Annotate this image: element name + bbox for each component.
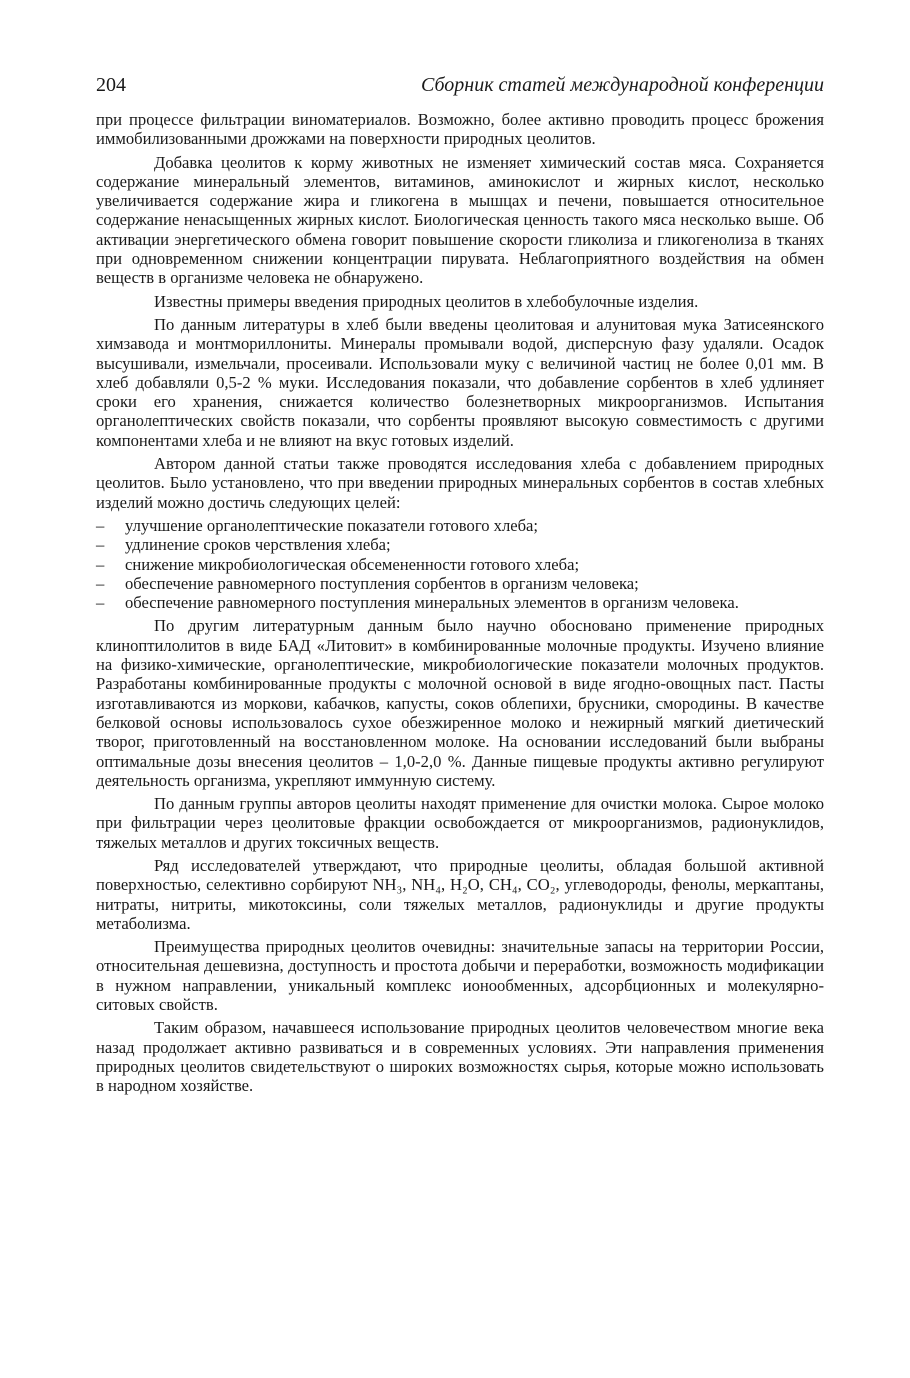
body-text: [96, 110, 824, 1100]
paragraph: По данным литературы в хлеб были введены цеолитовая и алунитовая мука Затисеянского химзавода и монтмориллониты. Минералы промывали водой, дисперсную фазу удаляли. Осадок высушивали, измельчали, просеивали. Использовали муку с величиной частиц не более 0,01 мм. В хлеб добавляли 0,5-2 % муки. Исследования показали, что добавление сорбентов в хлеб удлиняет сроки его хранения, снижается количество болезнетворных микроорганизмов. Испытания органолептических свойств показали, что сорбенты проявляют высокую совместимость с другими компонентами хлеба и не влияют на вкус готовых изделий.: [96, 314, 824, 450]
running-title: Сборник статей международной конференции: [421, 74, 824, 96]
paragraph: Автором данной статьи также проводятся исследования хлеба с добавлением природных цеолитов. Было установлено, что при введении природных минеральных сорбентов в состав хлебных изделий можно достичь следующих целей:: [96, 454, 824, 512]
dash-bullet: –: [96, 554, 105, 574]
list-item-text: обеспечение равномерного поступления сорбентов в организм человека;: [125, 573, 639, 593]
paragraph: Таким образом, начавшееся использование природных цеолитов человечеством многие века назад продолжает активно развиваться и в современных условиях. Эти направления применения природных цеолитов свидетельствуют о широких возможностях сырья, которые можно использовать в народном хозяйстве.: [96, 1018, 824, 1096]
list-item-text: удлинение сроков черствления хлеба;: [125, 535, 391, 555]
page-header: [96, 74, 824, 104]
paragraph: По данным группы авторов цеолиты находят применение для очистки молока. Сырое молоко при фильтрации через цеолитовые фракции освобождается от микроорганизмов, радионуклидов, тяжелых металлов и других токсичных веществ.: [96, 794, 824, 852]
paragraph: Ряд исследователей утверждают, что природные цеолиты, обладая большой активной поверхностью, селективно сорбируют NH₃, NH₄, H₂O, CH₄, CO₂, углеводороды, фенолы, меркаптаны, нитраты, нитриты, микотоксины, соли тяжелых металлов, радионуклиды и другие продукты метаболизма.: [96, 855, 824, 933]
paragraph: Преимущества природных цеолитов очевидны: значительные запасы на территории России, относительная дешевизна, доступность и простота добычи и переработки, возможность модификации в нужном направлении, уникальный комплекс ионообменных, адсорбционных и молекулярно-ситовых свойств.: [96, 937, 824, 1015]
list-item: [96, 535, 824, 554]
list-item: [96, 555, 824, 574]
paragraph: Добавка цеолитов к корму животных не изменяет химический состав мяса. Сохраняется содержание минеральный элементов, витаминов, аминокислот и жирных кислот, несколько увеличивается содержание жира и гликогена в мышцах и печени, повышается относительное содержание ненасыщенных жирных кислот. Биологическая ценность такого мяса несколько выше. Об активации энергетического обмена говорит повышение скорости гликолиза и гликогенолиза в тканях при одновременном снижении концентрации пирувата. Неблагоприятного воздействия на обмен веществ в организме человека не обнаружено.: [96, 152, 824, 288]
paragraph: Известны примеры введения природных цеолитов в хлебобулочные изделия.: [154, 291, 699, 311]
paragraph: По другим литературным данным было научно обосновано применение природных клиноптилолитов в виде БАД «Литовит» в комбинированные молочные продукты. Изучено влияние на физико-химические, органолептические, микробиологические показатели молочных продуктов. Разработаны комбинированные продукты с молочной основой в виде ягодно-овощных паст. Пасты изготавливаются из моркови, кабачков, капусты, соков облепихи, брусники, смородины. В качестве белковой основы использовалось сухое обезжиренное молоко и нежирный мягкий диетический творог, приготовленный на восстановленном молоке. На основании исследований были выбраны оптимальные дозы внесения цеолитов – 1,0-2,0 %. Данные пищевые продукты активно регулируют деятельность организма, укрепляют иммунную систему.: [96, 616, 824, 790]
dash-bullet: –: [96, 535, 105, 555]
list-item-text: обеспечение равномерного поступления минеральных элементов в организм человека.: [125, 593, 739, 613]
list-item: [96, 574, 824, 593]
dash-bullet: –: [96, 515, 105, 535]
dash-bullet: –: [96, 593, 105, 613]
list-item: [96, 516, 824, 535]
list-item: [96, 593, 824, 612]
goals-list: [96, 516, 824, 612]
dash-bullet: –: [96, 573, 105, 593]
list-item-text: улучшение органолептические показатели готового хлеба;: [125, 515, 539, 535]
paragraph: при процессе фильтрации виноматериалов. Возможно, более активно проводить процесс брожения иммобилизованными дрожжами на поверхности природных цеолитов.: [96, 110, 824, 149]
page-number: 204: [96, 74, 126, 96]
list-item-text: снижение микробиологическая обсемененности готового хлеба;: [125, 554, 580, 574]
